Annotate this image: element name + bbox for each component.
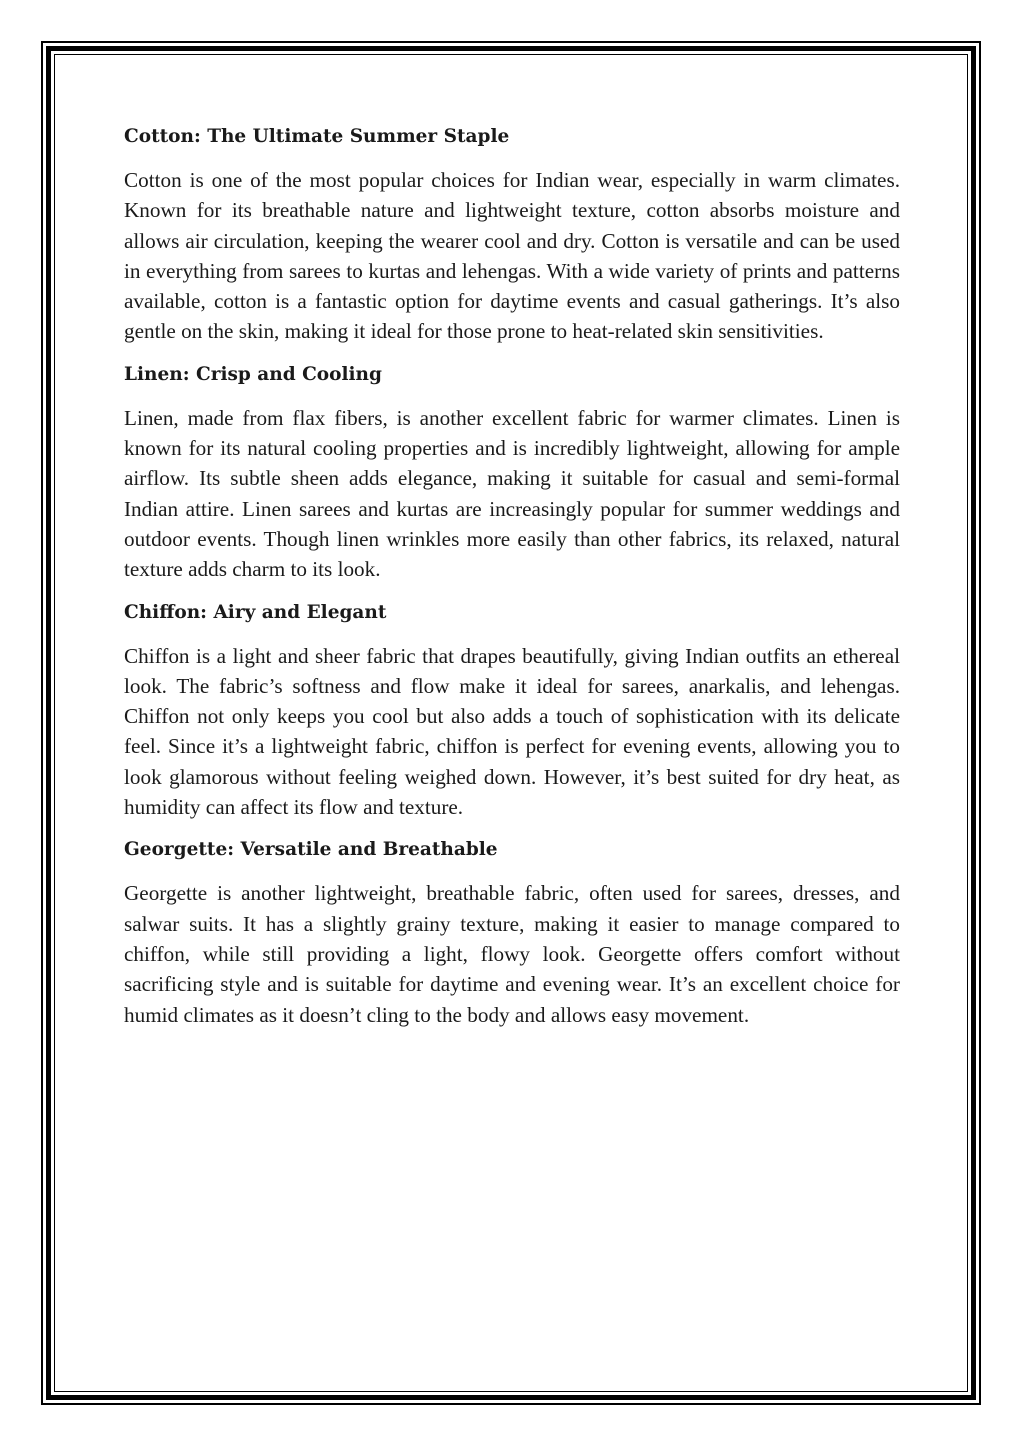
section-paragraph: Georgette is another lightweight, breathable fabric, often used for sarees, dresses, and salwar suits. It has a slightly grainy texture, making it easier to manage compared to chiffon, while still providing a light, flowy look. Georgette offers comfort without sacrificing style and is suitable for daytime and evening wear. It’s an excellent choice for humid climates as it doesn’t cling to the body and allows easy movement. <box>124 881 900 1027</box>
section-heading: Linen: Crisp and Cooling <box>124 363 382 385</box>
section-heading: Cotton: The Ultimate Summer Staple <box>124 126 510 147</box>
section-cotton <box>124 122 900 347</box>
section-paragraph: Cotton is one of the most popular choices for Indian wear, especially in warm climates. Known for its breathable nature and lightweight texture, cotton absorbs moisture and allows air circulation, keeping the wearer cool and dry. Cotton is versatile and can be used in everything from sarees to kurtas and lehengas. With a wide variety of prints and patterns available, cotton is a fantastic option for daytime events and casual gatherings. It’s also gentle on the skin, making it ideal for those prone to heat-related skin sensitivities. <box>124 168 900 344</box>
section-paragraph: Chiffon is a light and sheer fabric that drapes beautifully, giving Indian outfits an ethereal look. The fabric’s softness and flow make it ideal for sarees, anarkalis, and lehengas. Chiffon not only keeps you cool but also adds a touch of sophistication with its delicate feel. Since it’s a lightweight fabric, chiffon is perfect for evening events, allowing you to look glamorous without feeling weighed down. However, it’s best suited for dry heat, as humidity can affect its flow and texture. <box>124 643 900 820</box>
document-body <box>124 122 900 1043</box>
section-heading: Georgette: Versatile and Breathable <box>124 839 498 861</box>
section-heading: Chiffon: Airy and Elegant <box>124 601 387 623</box>
section-linen <box>124 360 900 585</box>
section-paragraph: Linen, made from flax fibers, is another excellent fabric for warmer climates. Linen is known for its natural cooling properties and is incredibly lightweight, allowing for ample airflow. Its subtle sheen adds elegance, making it suitable for casual and semi-formal Indian attire. Linen sarees and kurtas are increasingly popular for summer weddings and outdoor events. Though linen wrinkles more easily than other fabrics, its relaxed, natural texture adds charm to its look. <box>124 405 900 582</box>
section-georgette <box>124 835 900 1029</box>
section-chiffon <box>124 598 900 823</box>
